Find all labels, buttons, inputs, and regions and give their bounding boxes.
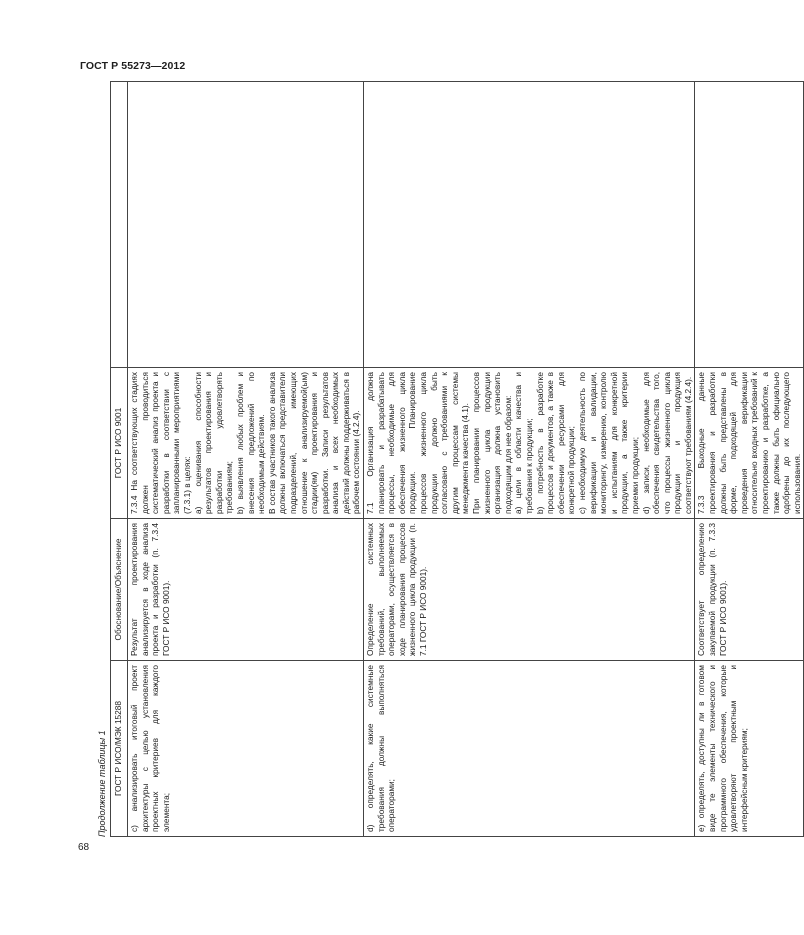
table-row (128, 82, 364, 837)
cell-iso15288: е) определять, доступны ли в готовом виде те элементы технического и программного обеспечения, которые удовлетворяют проектным и интерфейсным критериям; (695, 661, 804, 837)
table-row (695, 82, 804, 837)
cell-iso9001 (695, 368, 804, 519)
column-header-text (111, 82, 128, 368)
iso9001-paragraph: b) выявления любых проблем и внесения предложений по необходимым действиям. (234, 372, 267, 514)
iso9001-paragraph: 7.3.4 На соответствующих стадиях должен проводиться систематический анализ проекта и разработки в соответствии с запланированными мероприятиями (7.3.1) в целях: (129, 372, 192, 514)
cell-iso15288: d) определять, какие системные требования должны выполняться операторами; (364, 661, 695, 837)
column-header-rationale: Обоснование/Объяснение (111, 519, 128, 661)
cell-rationale: Соответствует определению закупаемой продукции (п. 7.3.3 ГОСТ Р ИСО 9001). (695, 519, 804, 661)
iso9001-paragraph: При планировании процессов жизненного цикла продукции организация должна установить подходящим для нее образом: (471, 372, 513, 514)
column-header-iso15288: ГОСТ Р ИСО/МЭК 15288 (111, 661, 128, 837)
table-row (364, 82, 695, 837)
iso9001-paragraph: а) оценивания способности результатов проектирования и разработки удовлетворять требованиям; (192, 372, 235, 514)
page-number: 68 (78, 842, 90, 853)
column-header-iso9001: ГОСТ Р ИСО 9001 (111, 368, 128, 519)
iso9001-paragraph: 7.3.3 Выходные данные проектирования и разработки должны быть представлены в форме, подходящей для проведения верификации относительно входных требований к проектированию и разработке, а также должны быть официально одобрены до их последующего использования. (696, 372, 802, 514)
table-header-row (111, 82, 128, 837)
rotated-table-area (97, 82, 802, 837)
cell-rationale: Определение системных требований, выполняемых операторами, осуществляется в ходе планирования процессов жизненного цикла продукции (п. 7.1 ГОСТ Р ИСО 9001). (364, 519, 695, 661)
document-title: ГОСТ Р 55273—2012 (80, 60, 186, 72)
cell-empty (695, 82, 804, 368)
cell-iso9001 (128, 368, 364, 519)
iso9001-paragraph: а) цели в области качества и требования к продукции; (513, 372, 534, 514)
cell-empty (364, 82, 695, 368)
iso9001-paragraph: b) потребность в разработке процессов и документов, а также в обеспечении ресурсами для конкретной продукции; (534, 372, 577, 514)
iso9001-paragraph: с) необходимую деятельность по верификации и валидации, мониторингу, измерению, контролю и испытаниям для конкретной продукции, а также критерии приемки продукции; (576, 372, 640, 514)
cell-iso9001 (364, 368, 695, 519)
iso9001-paragraph: 7.1 Организация должна планировать и разрабатывать процессы, необходимые для обеспечения жизненного цикла продукции. Планирование процессов жизненного цикла продукции должно быть согласовано с требованиями к другим процессам системы менеджмента качества (4.1). (365, 372, 471, 514)
iso9001-paragraph: d) записи, необходимые для обеспечения свидетельства того, что процессы жизненного цикла продукции и продукция соответствуют требованиям (4.2.4). (640, 372, 693, 514)
cell-rationale: Результат проектирования анализируется в ходе анализа проекта и разработки (п. 7.3.4 ГОСТ Р ИСО 9001). (128, 519, 364, 661)
iso9001-paragraph: В состав участников такого анализа должны включаться представители подразделений, имеющих отношение к анализируемой(ым) стадии(ям) проектирования и разработки. Записи результатов анализа и всех необходимых действий должны поддерживаться в рабочем состоянии (4.2.4). (266, 372, 362, 514)
cell-iso15288: с) анализировать итоговый проект архитектуры с целью установления проектных критериев для каждого элемента; (128, 661, 364, 837)
comparison-table (110, 81, 804, 837)
cell-empty (128, 82, 364, 368)
table-caption: Продолжение таблицы 1 (97, 730, 107, 837)
